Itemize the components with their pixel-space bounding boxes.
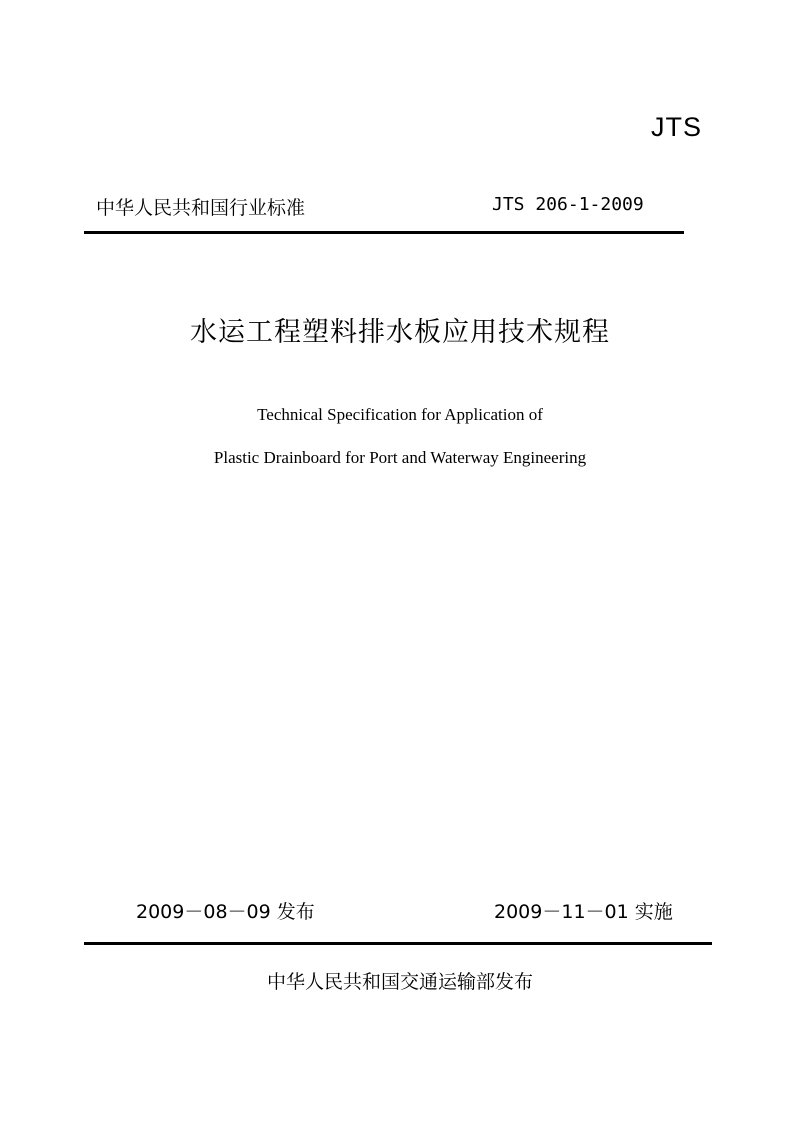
standard-category: 中华人民共和国行业标准 <box>96 197 306 219</box>
document-title-english-line2: Plastic Drainboard for Port and Waterway Engineering <box>213 448 587 467</box>
issue-date: 2009－08－09 发布 <box>136 901 315 923</box>
document-title-chinese: 水运工程塑料排水板应用技术规程 <box>190 317 610 348</box>
publisher: 中华人民共和国交通运输部发布 <box>266 971 533 993</box>
footer-divider <box>84 942 712 945</box>
series-code: JTS <box>650 112 702 142</box>
header-divider <box>84 231 684 234</box>
document-title-english-line1: Technical Specification for Application of <box>257 405 543 424</box>
effective-date: 2009－11－01 实施 <box>494 901 673 923</box>
standard-number: JTS 206-1-2009 <box>492 194 644 215</box>
